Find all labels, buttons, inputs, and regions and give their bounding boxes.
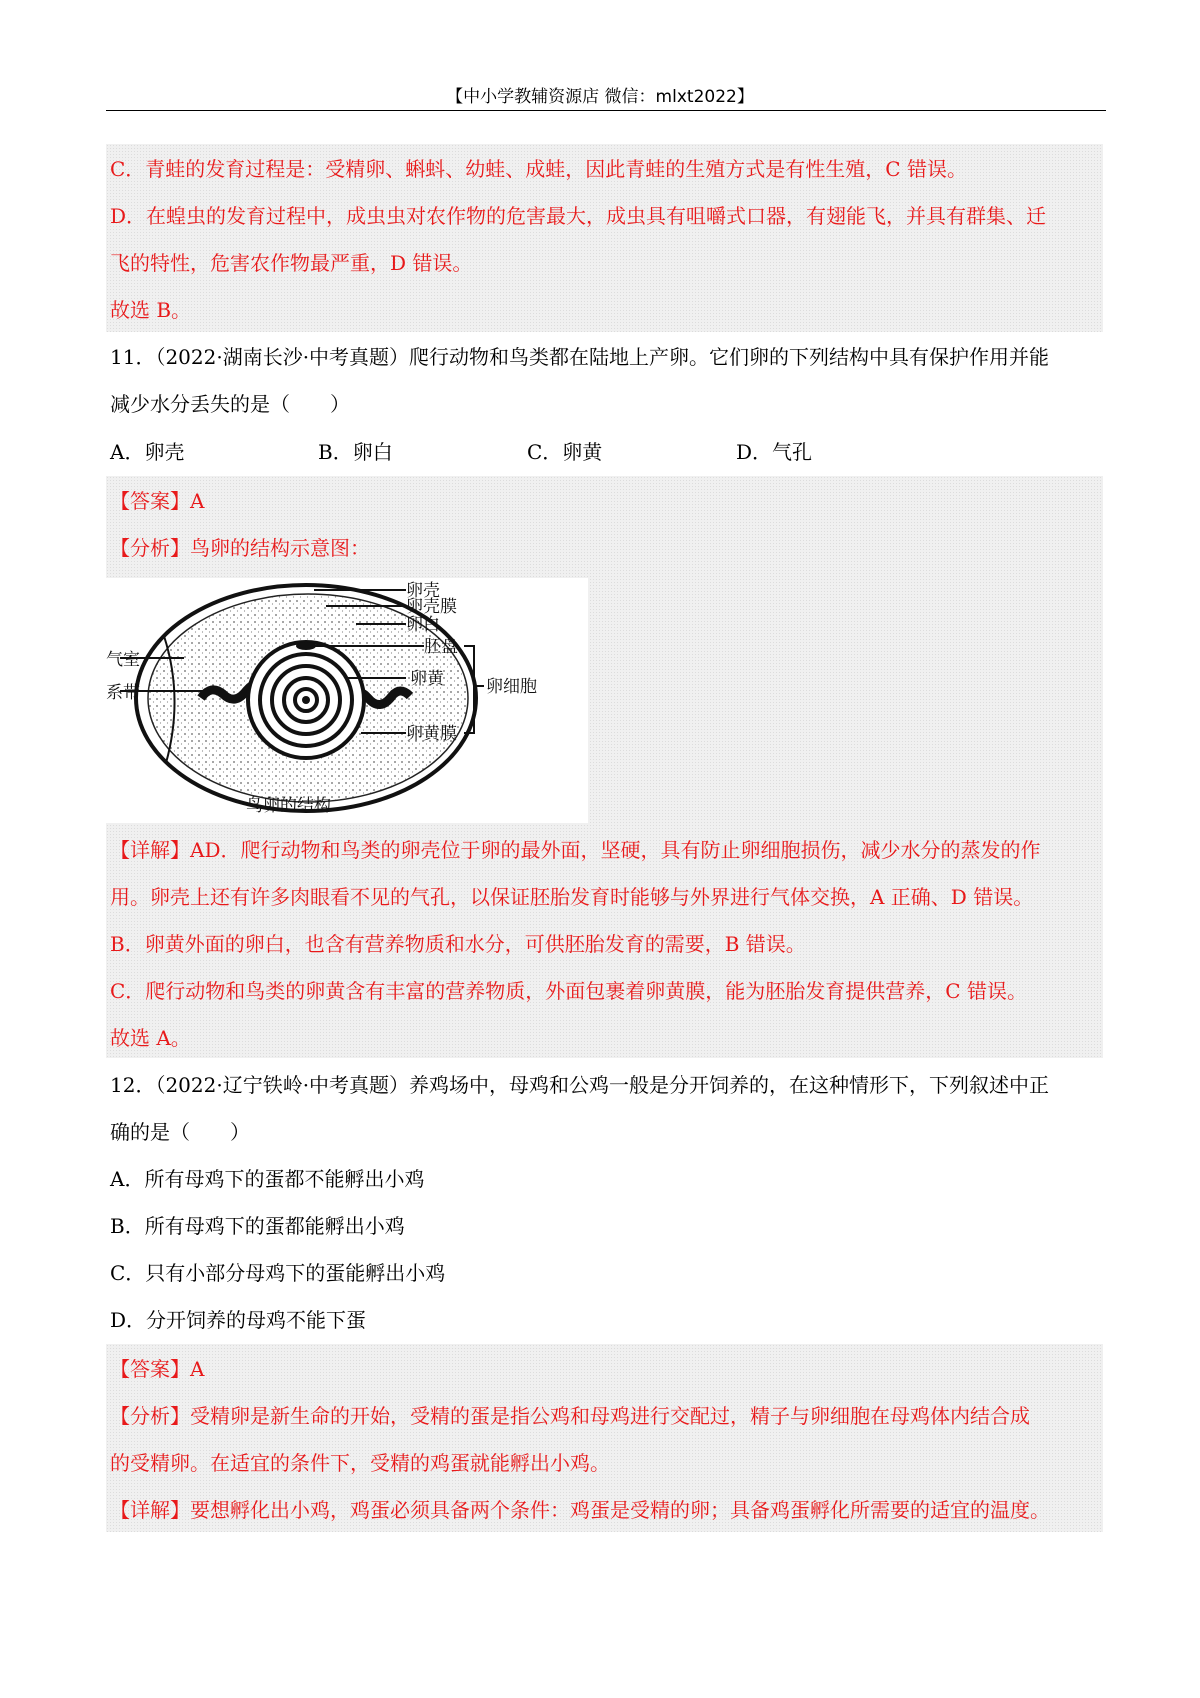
q12-option-c: C．只有小部分母鸡下的蛋能孵出小鸡 xyxy=(110,1261,446,1285)
prev-conclusion: 故选 B。 xyxy=(110,298,192,322)
answer-value: A xyxy=(190,489,205,513)
header-rule xyxy=(106,110,1106,111)
page-header: 【中小学教辅资源店 微信：mlxt2022】 xyxy=(446,87,754,107)
label-egg-shell: 卵壳 xyxy=(406,581,440,601)
bird-egg-structure-figure xyxy=(106,578,588,823)
label-yolk-membrane: 卵黄膜 xyxy=(406,724,457,744)
q11-answer xyxy=(110,487,204,515)
q11-detail-2: 用。卵壳上还有许多肉眼看不见的气孔，以保证胚胎发育时能够与外界进行气体交换，A 正确、D 错误。 xyxy=(110,885,1034,909)
detail-text: 要想孵化出小鸡，鸡蛋必须具备两个条件：鸡蛋是受精的卵；具备鸡蛋孵化所需要的适宜的温度。 xyxy=(190,1498,1050,1522)
q12-option-b: B．所有母鸡下的蛋都能孵出小鸡 xyxy=(110,1214,405,1238)
q12-answer xyxy=(110,1355,204,1383)
q12-analysis-2: 的受精卵。在适宜的条件下，受精的鸡蛋就能孵出小鸡。 xyxy=(110,1451,610,1475)
q11-option-b: B．卵白 xyxy=(318,440,393,464)
detail-text: AD．爬行动物和鸟类的卵壳位于卵的最外面，坚硬，具有防止卵细胞损伤，减少水分的蒸发的作 xyxy=(190,838,1041,862)
q11-option-d: D．气孔 xyxy=(736,440,813,464)
q12-stem-line-2: 确的是（ ） xyxy=(110,1120,250,1144)
answer-tag: 【答案】 xyxy=(110,489,190,513)
analysis-tag: 【分析】 xyxy=(110,1404,190,1428)
label-egg-white: 卵白 xyxy=(406,615,440,635)
prev-option-d-explanation-2: 飞的特性，危害农作物最严重，D 错误。 xyxy=(110,251,473,275)
analysis-text: 受精卵是新生命的开始，受精的蛋是指公鸡和母鸡进行交配过，精子与卵细胞在母鸡体内结合成 xyxy=(190,1404,1030,1428)
detail-tag: 【详解】 xyxy=(110,1498,190,1522)
label-shell-membrane: 卵壳膜 xyxy=(406,597,457,617)
q11-detail-4: C．爬行动物和鸟类的卵黄含有丰富的营养物质，外面包裹着卵黄膜，能为胚胎发育提供营养，C 错误。 xyxy=(110,979,1027,1003)
label-yolk: 卵黄 xyxy=(410,669,444,689)
detail-tag: 【详解】 xyxy=(110,838,190,862)
q11-conclusion: 故选 A。 xyxy=(110,1026,191,1050)
q12-option-d: D．分开饲养的母鸡不能下蛋 xyxy=(110,1308,367,1332)
q12-analysis-1 xyxy=(110,1402,1030,1430)
label-germinal-disc: 胚盘 xyxy=(424,637,458,657)
label-chalaza: 系带 xyxy=(106,683,140,703)
q11-option-a: A．卵壳 xyxy=(110,440,185,464)
q12-option-a: A．所有母鸡下的蛋都不能孵出小鸡 xyxy=(110,1167,425,1191)
q11-option-c: C．卵黄 xyxy=(527,440,603,464)
analysis-tag: 【分析】 xyxy=(110,536,190,560)
q11-detail-1 xyxy=(110,836,1040,864)
answer-value: A xyxy=(190,1357,205,1381)
q12-stem-line-1: 12．（2022·辽宁铁岭·中考真题）养鸡场中，母鸡和公鸡一般是分开饲养的，在这种情形下，下列叙述中正 xyxy=(110,1073,1050,1097)
answer-tag: 【答案】 xyxy=(110,1357,190,1381)
q11-analysis xyxy=(110,534,370,562)
q11-stem-line-2: 减少水分丢失的是（ ） xyxy=(110,392,350,416)
q11-stem-line-1: 11．（2022·湖南长沙·中考真题）爬行动物和鸟类都在陆地上产卵。它们卵的下列结构中具有保护作用并能 xyxy=(110,345,1050,369)
label-air-chamber: 气室 xyxy=(106,650,140,670)
q12-detail-1 xyxy=(110,1496,1050,1524)
analysis-text: 鸟卵的结构示意图： xyxy=(190,536,370,560)
q11-detail-3: B．卵黄外面的卵白，也含有营养物质和水分，可供胚胎发育的需要，B 错误。 xyxy=(110,932,806,956)
prev-option-c-explanation: C．青蛙的发育过程是：受精卵、蝌蚪、幼蛙、成蛙，因此青蛙的生殖方式是有性生殖，C 错误。 xyxy=(110,157,967,181)
figure-caption: 鸟卵的结构 xyxy=(246,796,331,816)
prev-option-d-explanation-1: D．在蝗虫的发育过程中，成虫虫对农作物的危害最大，成虫具有咀嚼式口器，有翅能飞，并具有群集、迁 xyxy=(110,204,1047,228)
label-egg-cell: 卵细胞 xyxy=(486,677,537,697)
